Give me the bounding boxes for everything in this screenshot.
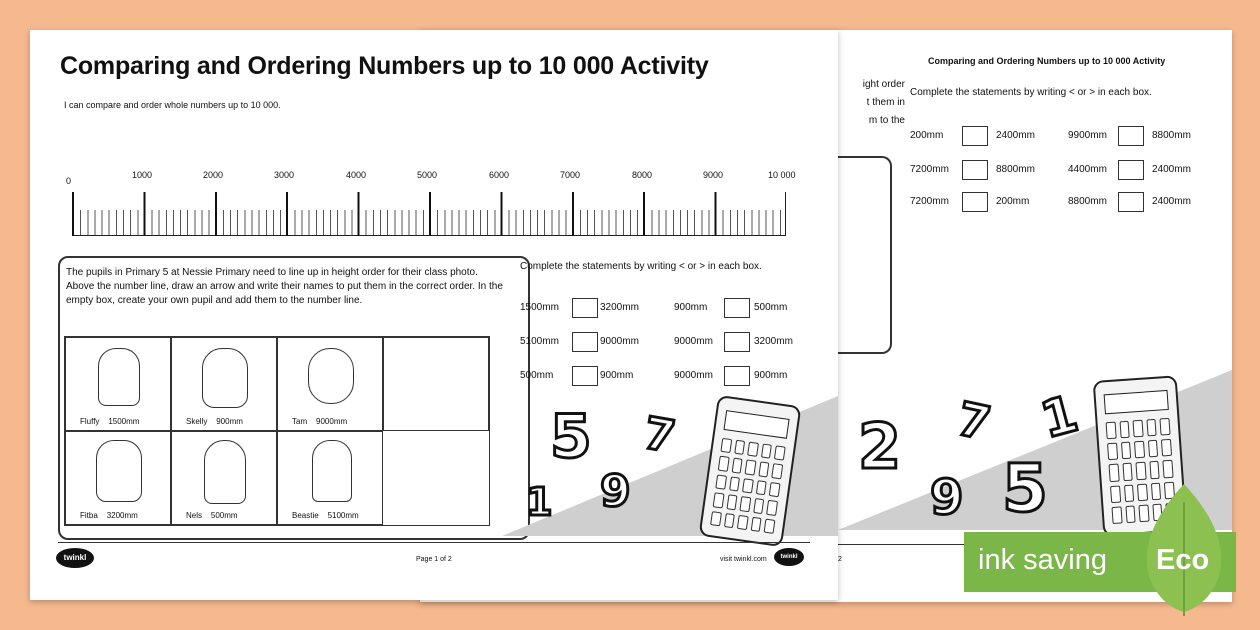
monster-drawing xyxy=(308,348,354,404)
partial-instruction: ight order t them in m to the xyxy=(862,79,905,126)
number-line-major-ticks xyxy=(72,192,786,236)
worksheet-page-2: Comparing and Ordering Numbers up to 10 000 Activity ight order t them in m to the Complete the statements by writing < or > in each box. 200mm 2400mm 9900mm 8800mm 7200mm 8800mm 4400mm 2400mm 7200mm 200mm 8800mm 2400mm 2 7 1 9 5 2 xyxy=(420,30,1232,602)
big-number-7: 7 xyxy=(952,391,996,451)
big-number-5: 5 xyxy=(1002,450,1048,527)
twinkl-logo-small: twinkl xyxy=(774,548,804,566)
big-number-9: 9 xyxy=(600,466,631,517)
monster-drawing xyxy=(96,440,142,502)
worksheet-title: Comparing and Ordering Numbers up to 10 000 Activity xyxy=(60,52,709,80)
monster-drawing xyxy=(204,440,246,504)
height-task-instruction: The pupils in Primary 5 at Nessie Primary need to line up in height order for their class photo. Above the number line, draw an arrow and write their names to put them in the correct order. In the empty box, create your own pupil and add them to the number line. xyxy=(66,267,503,306)
drawing-box-partial xyxy=(838,156,892,354)
compare-instruction: Complete the statements by writing < or > in each box. xyxy=(520,261,762,272)
answer-box[interactable] xyxy=(572,332,598,352)
pupil-grid xyxy=(64,336,490,526)
learning-intention: I can compare and order whole numbers up to 10 000. xyxy=(64,100,281,110)
big-number-5: 5 xyxy=(550,402,592,472)
pupil-card-fitba: Fitba 3200mm xyxy=(65,431,171,525)
big-number-1: 1 xyxy=(526,480,553,524)
pupil-card-skelly: Skelly 900mm xyxy=(171,337,277,431)
big-number-7: 7 xyxy=(639,407,679,464)
big-number-2: 2 xyxy=(858,410,902,483)
empty-pupil-box[interactable] xyxy=(383,337,489,431)
eco-label: Eco xyxy=(1156,544,1210,576)
worksheet-page-1: Comparing and Ordering Numbers up to 10 000 Activity I can compare and order whole numbers up to 10 000. 0 1000 2000 3000 4000 5000 6000 7000 8000 9000 10 000 The pupils in Primary 5 at Nessie Primary need to line up in height order for their class photo. Above the number line, draw an arrow and write their names to put them in the correct order. In the empty box, create your own pupil and add them to the number line. Fluffy 1500mm Skelly 900mm Tam 9000mm Fitba 3200mm Nels 500mm Beastie 5100mm Complete the statements by writing < or > in each box. 1500mm 3200mm 900mm 500mm 5100mm 9000mm 9000mm 3200mm 500mm 900mm 9000mm 900mm 5 7 9 1 twinkl Page 1 of 2 visit twinkl.com twinkl xyxy=(30,30,838,600)
answer-box[interactable] xyxy=(1118,160,1144,180)
site-link[interactable]: visit twinkl.com xyxy=(720,556,767,563)
twinkl-logo: twinkl xyxy=(56,548,94,568)
compare-instruction-page-2: Complete the statements by writing < or > in each box. xyxy=(910,87,1152,98)
page-2-title: Comparing and Ordering Numbers up to 10 000 Activity xyxy=(928,56,1166,66)
monster-drawing xyxy=(98,348,140,406)
height-task-panel xyxy=(58,256,530,540)
answer-box[interactable] xyxy=(962,126,988,146)
answer-box[interactable] xyxy=(572,298,598,318)
answer-box[interactable] xyxy=(1118,192,1144,212)
pupil-card-tam: Tam 9000mm xyxy=(277,337,383,431)
page-number: Page 1 of 2 xyxy=(416,556,452,563)
monster-drawing xyxy=(312,440,352,502)
grid-blank xyxy=(383,431,489,525)
pupil-card-fluffy: Fluffy 1500mm xyxy=(65,337,171,431)
answer-box[interactable] xyxy=(724,332,750,352)
monster-drawing xyxy=(202,348,248,408)
footer-rule xyxy=(58,542,810,543)
answer-box[interactable] xyxy=(962,160,988,180)
answer-box[interactable] xyxy=(724,298,750,318)
answer-box[interactable] xyxy=(962,192,988,212)
page-number-fragment: 2 xyxy=(838,556,842,563)
big-number-9: 9 xyxy=(930,470,964,526)
big-number-1: 1 xyxy=(1035,384,1084,450)
answer-box[interactable] xyxy=(1118,126,1144,146)
answer-box[interactable] xyxy=(724,366,750,386)
ink-saving-text: ink saving xyxy=(978,544,1107,576)
pupil-card-beastie: Beastie 5100mm xyxy=(277,431,383,525)
pupil-card-nels: Nels 500mm xyxy=(171,431,277,525)
answer-box[interactable] xyxy=(572,366,598,386)
